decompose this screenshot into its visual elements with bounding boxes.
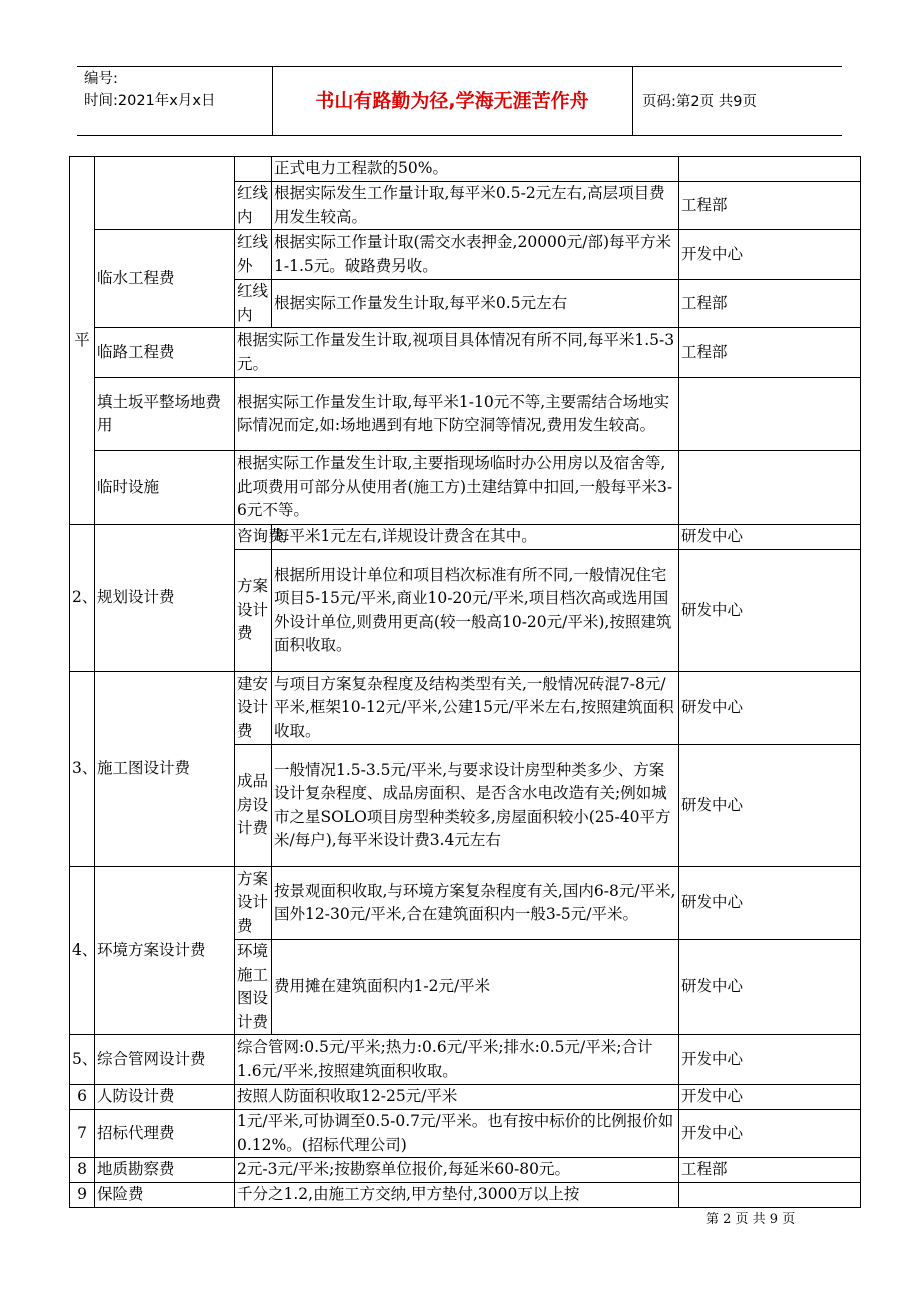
row-number: 5、	[70, 1035, 95, 1085]
table-row	[70, 328, 861, 378]
row-number: 平	[70, 157, 95, 525]
row-dept: 工程部	[679, 1158, 861, 1183]
row-dept: 研发中心	[679, 525, 861, 550]
row-desc: 费用摊在建筑面积内1-2元/平米	[272, 940, 679, 1035]
row-name	[95, 157, 235, 230]
time-label: 时间:2021年x月x日	[84, 93, 216, 109]
row-desc: 根据实际工作量发生计取,每平米0.5元左右	[272, 280, 679, 328]
table-row	[70, 1035, 861, 1085]
row-number: 8	[70, 1158, 95, 1183]
row-name: 填土坂平整场地费用	[95, 378, 235, 451]
row-name: 招标代理费	[95, 1110, 235, 1158]
table-row	[70, 230, 861, 280]
row-desc: 根据实际工作量发生计取,视项目具体情况有所不同,每平米1.5-3元。	[235, 328, 679, 378]
row-sub: 咨询费	[235, 525, 272, 550]
row-desc: 综合管网:0.5元/平米;热力:0.6元/平米;排水:0.5元/平米;合计1.6元/平米,按照建筑面积收取。	[235, 1035, 679, 1085]
row-name: 综合管网设计费	[95, 1035, 235, 1085]
row-desc: 1元/平米,可协调至0.5-0.7元/平米。也有按中标价的比例报价如0.12%。(招标代理公司)	[235, 1110, 679, 1158]
table-row	[70, 1085, 861, 1110]
row-sub: 成品房设计费	[235, 745, 272, 867]
table-row	[70, 1183, 861, 1208]
row-name: 规划设计费	[95, 525, 235, 672]
table-row	[70, 672, 861, 745]
row-number: 7	[70, 1110, 95, 1158]
cost-table	[69, 156, 861, 1208]
row-name: 施工图设计费	[95, 672, 235, 867]
header-bottom-rule	[77, 135, 842, 136]
table-row	[70, 378, 861, 451]
row-desc: 与项目方案复杂程度及结构类型有关,一般情况砖混7-8元/平米,框架10-12元/平米,公建15元/平米左右,按照建筑面积收取。	[272, 672, 679, 745]
table-row	[70, 1158, 861, 1183]
row-dept: 工程部	[679, 182, 861, 230]
row-desc: 正式电力工程款的50%。	[272, 157, 679, 182]
row-sub	[235, 157, 272, 182]
row-sub: 方案设计费	[235, 867, 272, 940]
row-name: 保险费	[95, 1183, 235, 1208]
row-dept: 工程部	[679, 280, 861, 328]
row-name: 人防设计费	[95, 1085, 235, 1110]
row-dept: 开发中心	[679, 1085, 861, 1110]
row-number: 2、	[70, 525, 95, 672]
row-dept: 研发中心	[679, 745, 861, 867]
row-dept	[679, 378, 861, 451]
table-row	[70, 1110, 861, 1158]
row-sub: 红线内	[235, 280, 272, 328]
row-sub: 建安设计费	[235, 672, 272, 745]
row-desc: 按景观面积收取,与环境方案复杂程度有关,国内6-8元/平米,国外12-30元/平米,合在建筑面积内一般3-5元/平米。	[272, 867, 679, 940]
row-dept: 开发中心	[679, 230, 861, 280]
row-dept: 工程部	[679, 328, 861, 378]
table-row	[70, 157, 861, 182]
row-dept: 研发中心	[679, 672, 861, 745]
table-row	[70, 867, 861, 940]
row-dept	[679, 157, 861, 182]
number-label: 编号:	[84, 71, 118, 87]
row-sub: 环境施工图设计费	[235, 940, 272, 1035]
row-desc: 按照人防面积收取12-25元/平米	[235, 1085, 679, 1110]
row-desc: 根据所用设计单位和项目档次标准有所不同,一般情况住宅项目5-15元/平米,商业10-20元/平米,项目档次高或选用国外设计单位,则费用更高(较一般高10-20元/平米),按照建筑面积收取。	[272, 550, 679, 672]
row-dept	[679, 451, 861, 525]
table-row	[70, 451, 861, 525]
row-name: 环境方案设计费	[95, 867, 235, 1035]
row-number: 3、	[70, 672, 95, 867]
row-sub: 红线外	[235, 230, 272, 280]
row-desc: 千分之1.2,由施工方交纳,甲方垫付,3000万以上按	[235, 1183, 679, 1208]
header-page-label: 页码:第2页 共9页	[642, 94, 757, 110]
row-name: 临路工程费	[95, 328, 235, 378]
row-name: 临水工程费	[95, 230, 235, 328]
row-sub: 方案设计费	[235, 550, 272, 672]
page-footer: 第 2 页 共 9 页	[706, 1212, 796, 1227]
header-divider-right	[632, 66, 633, 135]
row-desc: 每平米1元左右,详规设计费含在其中。	[272, 525, 679, 550]
row-dept: 开发中心	[679, 1035, 861, 1085]
row-number: 6	[70, 1085, 95, 1110]
row-desc: 根据实际工作量发生计取,主要指现场临时办公用房以及宿舍等,此项费用可部分从使用者(施工方)土建结算中扣回,一般每平米3-6元不等。	[235, 451, 679, 525]
header-left	[84, 68, 215, 112]
header-top-rule	[77, 66, 842, 67]
row-desc: 根据实际工作量计取(需交水表押金,20000元/部)每平方米1-1.5元。破路费另收。	[272, 230, 679, 280]
row-name: 临时设施	[95, 451, 235, 525]
row-number: 4、	[70, 867, 95, 1035]
header-motto: 书山有路勤为径,学海无涯苦作舟	[315, 90, 589, 112]
row-sub: 红线内	[235, 182, 272, 230]
row-number: 9	[70, 1183, 95, 1208]
row-desc: 2元-3元/平米;按勘察单位报价,每延米60-80元。	[235, 1158, 679, 1183]
row-desc: 根据实际发生工作量计取,每平米0.5-2元左右,高层项目费用发生较高。	[272, 182, 679, 230]
row-dept: 开发中心	[679, 1110, 861, 1158]
row-name: 地质勘察费	[95, 1158, 235, 1183]
row-desc: 一般情况1.5-3.5元/平米,与要求设计房型种类多少、方案设计复杂程度、成品房面积、是否含水电改造有关;例如城市之星SOLO项目房型种类较多,房屋面积较小(25-40平方米/每户),每平米设计费3.4元左右	[272, 745, 679, 867]
table-row	[70, 525, 861, 550]
row-dept	[679, 1183, 861, 1208]
row-dept: 研发中心	[679, 550, 861, 672]
row-dept: 研发中心	[679, 867, 861, 940]
row-dept: 研发中心	[679, 940, 861, 1035]
row-desc: 根据实际工作量发生计取,每平米1-10元不等,主要需结合场地实际情况而定,如:场地遇到有地下防空洞等情况,费用发生较高。	[235, 378, 679, 451]
